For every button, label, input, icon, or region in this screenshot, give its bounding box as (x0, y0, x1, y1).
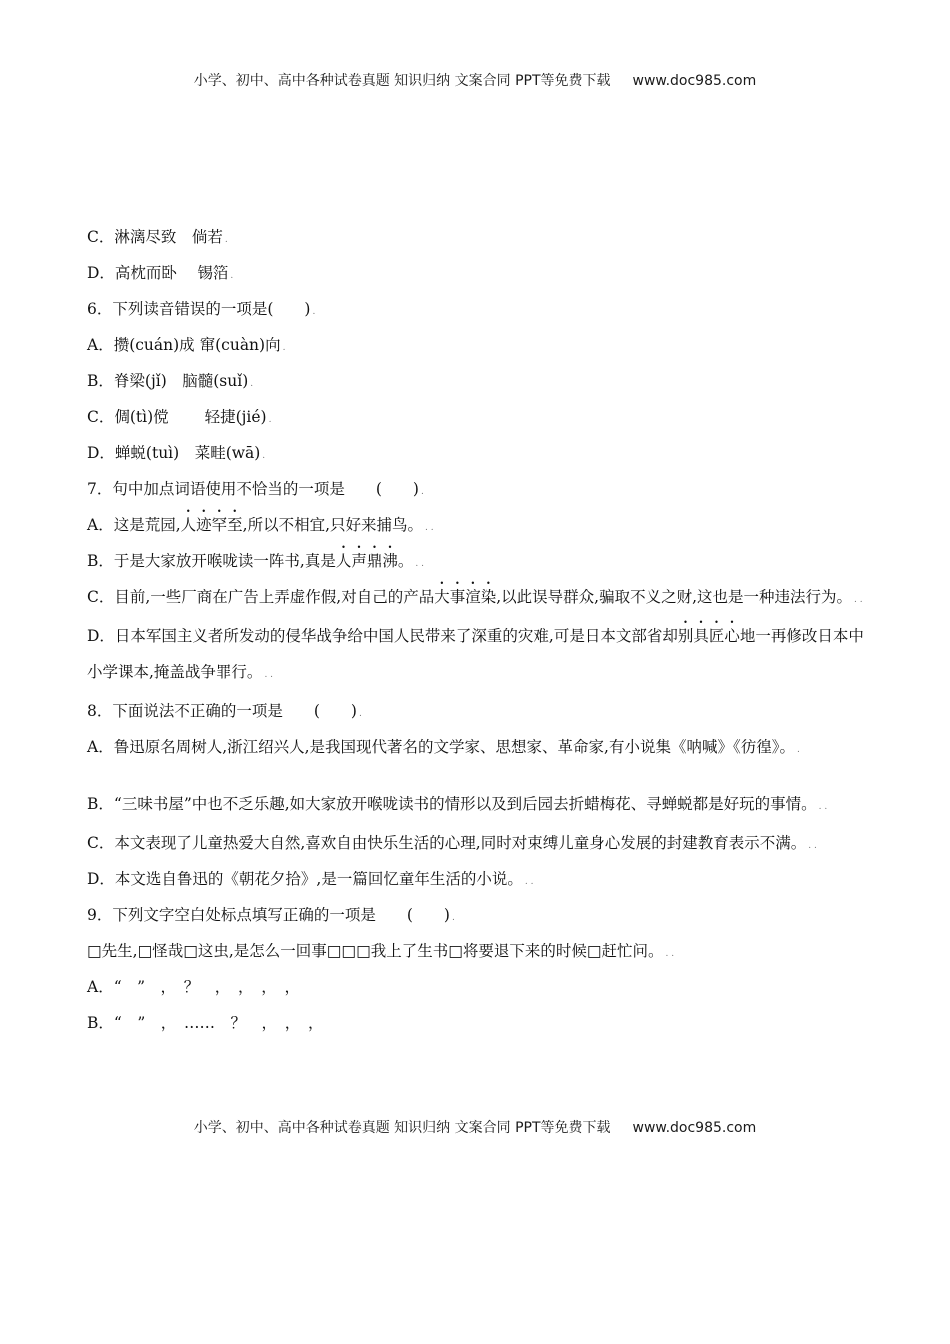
footer-text: 小学、初中、高中各种试卷真题 知识归纳 文案合同 PPT等免费下载 (193, 1120, 611, 1136)
page-footer (0, 1117, 950, 1137)
q6-option-d: D．蝉蜕(tuì) 菜畦(wā) . (87, 444, 266, 462)
q7-option-b: B．于是大家放开喉咙读一阵书,真是人声鼎沸。 . . (87, 552, 424, 570)
q7-option-c: C．目前,一些厂商在广告上弄虚作假,对自己的产品大事渲染,以此误导群众,骗取不义之财,这也是一种违法行为。 . . (87, 588, 863, 606)
dotted-phrase: 人声鼎沸 (335, 552, 398, 570)
q6-option-b: B．脊梁(jǐ) 脑髓(suǐ) . (87, 372, 254, 390)
page-header (0, 70, 950, 90)
q6-option-c: C．倜(tì)傥 轻捷(jié) . (87, 408, 272, 426)
dotted-phrase: 人迹罕至 (180, 516, 243, 534)
dotted-phrase: 别具匠心 (677, 627, 740, 645)
q8-option-c: C．本文表现了儿童热爱大自然,喜欢自由快乐生活的心理,同时对束缚儿童身心发展的封建教育表示不满。 . . (87, 834, 817, 852)
question-9: 9．下列文字空白处标点填写正确的一项是 ( ) . (87, 906, 455, 924)
q8-option-a: A．鲁迅原名周树人,浙江绍兴人,是我国现代著名的文学家、思想家、革命家,有小说集《呐喊》《彷徨》。 . (87, 738, 800, 756)
question-6: 6．下列读音错误的一项是( ) . (87, 300, 316, 318)
q9-sentence: □先生,□怪哉□这虫,是怎么一回事□□□我上了生书□将要退下来的时候□赶忙问。 . . (87, 942, 675, 960)
q8-option-b: B．“三味书屋”中也不乏乐趣,如大家放开喉咙读书的情形以及到后园去折蜡梅花、寻蝉蜕都是好玩的事情。 . . (87, 795, 828, 813)
question-7: 7．句中加点词语使用不恰当的一项是 ( ) . (87, 480, 424, 498)
q9-option-a: A．“ ” ， ？ ， ， ， ， (87, 978, 301, 996)
dotted-phrase: 大事渲染 (434, 588, 497, 606)
q6-option-a: A．攒(cuán)成 窜(cuàn)向 . (87, 336, 286, 354)
q9-option-b: B．“ ” ， …… ？ ， ， ， (87, 1014, 324, 1032)
question-8: 8．下面说法不正确的一项是 ( ) . (87, 702, 362, 720)
header-site[interactable]: www.doc985.com (632, 73, 757, 89)
q8-option-d: D．本文选自鲁迅的《朝花夕拾》,是一篇回忆童年生活的小说。 . . (87, 870, 534, 888)
option-d-line: D．高枕而卧 锡箔 . (87, 264, 234, 282)
option-c-line: C．淋漓尽致 倘若 . (87, 228, 228, 246)
q7-option-a: A．这是荒园,人迹罕至,所以不相宜,只好来捕鸟。 . . (87, 516, 434, 534)
footer-site[interactable]: www.doc985.com (632, 1120, 757, 1136)
q7-option-d: D．日本军国主义者所发动的侵华战争给中国人民带来了深重的灾难,可是日本文部省却别具匠心地一再修改日本中小学课本,掩盖战争罪行。 . . (87, 627, 864, 681)
document-body (87, 219, 867, 1041)
header-text: 小学、初中、高中各种试卷真题 知识归纳 文案合同 PPT等免费下载 (193, 73, 611, 89)
